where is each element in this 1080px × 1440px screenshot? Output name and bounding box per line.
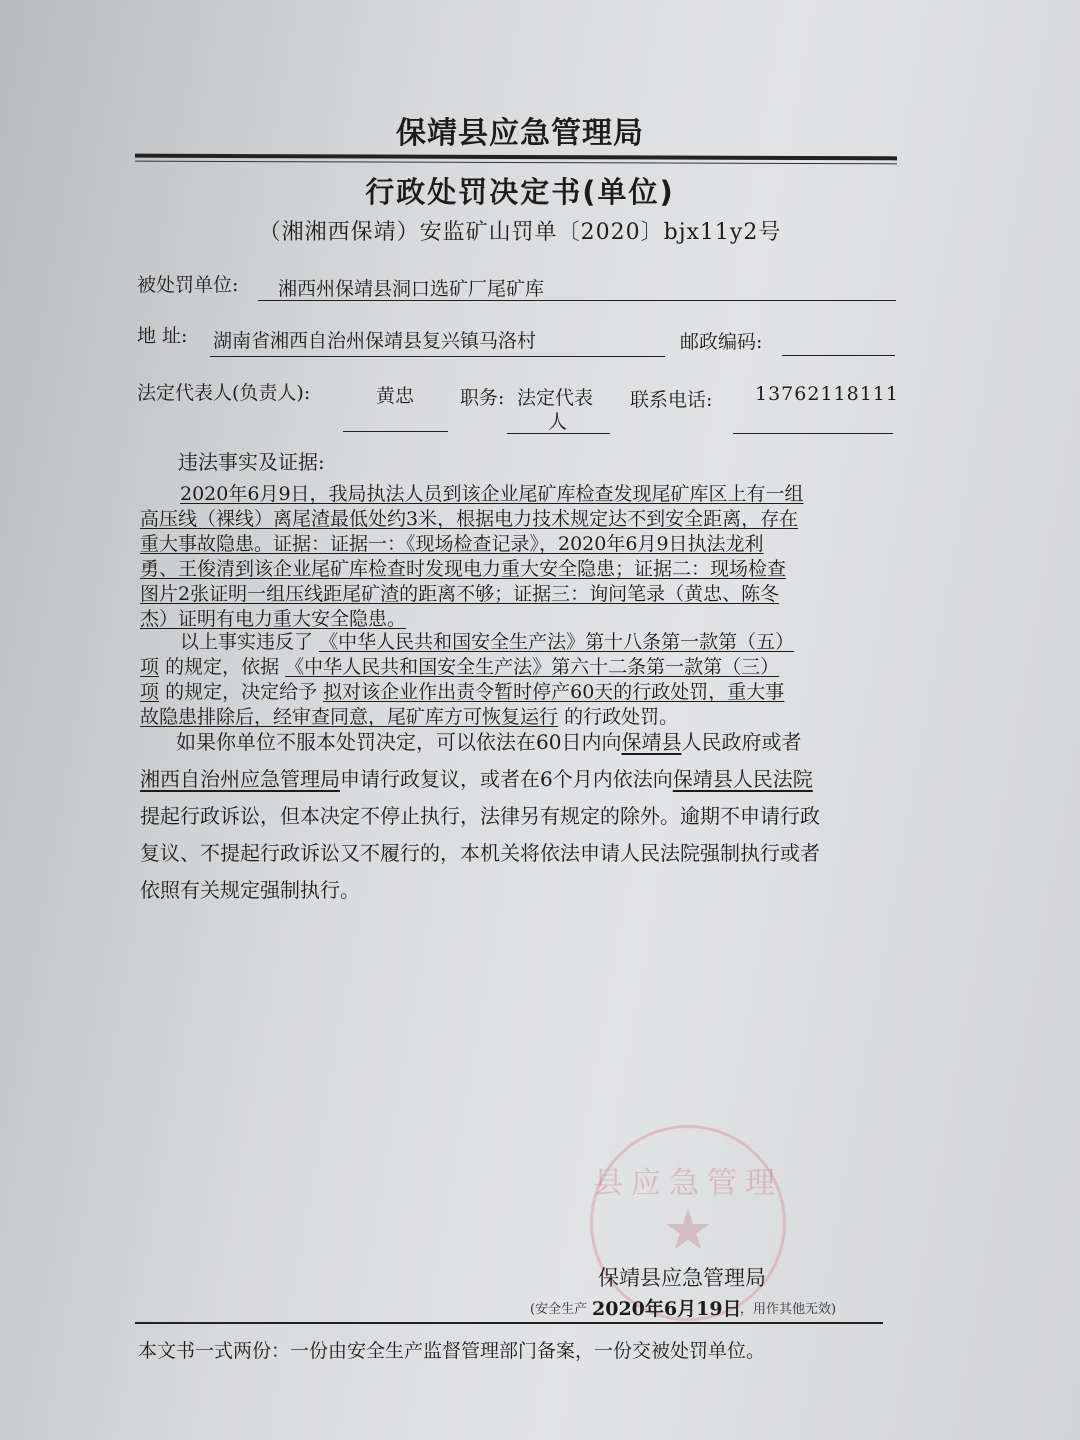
seal-note-left: (安全生产 — [530, 1302, 588, 1317]
document-title: 行政处罚决定书(单位) — [365, 175, 675, 209]
phone-label: 联系电话: — [630, 389, 713, 411]
facts-line: 高压线（裸线）离尾渣最低处约3米，根据电力技术规定达不到安全距离，存在 — [140, 508, 799, 530]
facts-heading: 违法事实及证据: — [178, 450, 325, 474]
address-underline — [210, 356, 665, 357]
signature-date: 2020年6月19日 — [592, 1298, 742, 1320]
remedy-line: 提起行政诉讼，但本决定不停止执行，法律另有规定的除外。逾期不申请行政 — [140, 804, 820, 828]
violated-law: 《中华人民共和国安全生产法》第十八条第一款第（五） — [319, 631, 795, 653]
remedy-line: 湘西自治州应急管理局申请行政复议，或者在6个月内依法向保靖县人民法院 — [140, 767, 813, 791]
position-underline — [507, 433, 610, 434]
header-rule-thick — [135, 154, 897, 161]
header-rule-thin — [135, 161, 897, 165]
seal-note-right: ，用作其他无效) — [740, 1302, 837, 1317]
representative-underline — [343, 431, 448, 432]
remedy-line: 复议、不提起行政诉讼又不履行的，本机关将依法申请人民法院强制执行或者 — [140, 841, 820, 865]
agency-heading: 保靖县应急管理局 — [396, 116, 644, 151]
position-value-line1: 法定代表 — [517, 387, 594, 409]
facts-line: 勇、王俊清到该企业尾矿库检查时发现电力重大安全隐患；证据二：现场检查 — [140, 558, 787, 580]
document-number: （湘湘西保靖）安监矿山罚单〔2020〕bjx11y2号 — [258, 220, 782, 245]
unit-label: 被处罚单位: — [137, 274, 239, 296]
seal-star-icon: ★ — [662, 1198, 714, 1263]
address-value: 湖南省湘西自治州保靖县复兴镇马洛村 — [213, 330, 537, 352]
footer-rule — [135, 1322, 883, 1324]
decision-paragraph — [140, 630, 885, 730]
court-name: 保靖县人民法院 — [672, 767, 813, 791]
footer-note: 本文书一式两份：一份由安全生产监督管理部门备案，一份交被处罚单位。 — [138, 1340, 766, 1362]
review-government: 保靖县 — [621, 730, 682, 754]
facts-line: 图片2张证明一组压线距尾矿渣的距离不够；证据三：询问笔录（黄忠、陈冬 — [140, 583, 780, 605]
phone-value: 13762118111 — [755, 383, 899, 405]
facts-line: 2020年6月9日，我局执法人员到该企业尾矿库检查发现尾矿库区上有一组 — [180, 483, 804, 505]
official-seal: 县应急管理 ★ — [590, 1125, 786, 1321]
remedy-line: 依照有关规定强制执行。 — [140, 878, 360, 902]
address-label: 地 址: — [137, 325, 188, 347]
unit-value: 湘西州保靖县洞口选矿厂尾矿库 — [278, 278, 545, 300]
remedy-line: 如果你单位不服本处罚决定，可以依法在60日内向保靖县人民政府或者 — [176, 730, 802, 754]
decision-line: 故隐患排除后，经审查同意，尾矿库方可恢复运行 的行政处罚。 — [140, 706, 679, 728]
remedy-paragraph — [140, 724, 875, 909]
facts-paragraph — [140, 482, 885, 632]
position-value-line2: 人 — [548, 411, 568, 433]
postcode-label: 邮政编码: — [680, 331, 763, 353]
signature-agency: 保靖县应急管理局 — [598, 1266, 766, 1290]
review-bureau: 湘西自治州应急管理局 — [140, 767, 340, 791]
phone-underline — [733, 433, 893, 434]
position-label: 职务: — [460, 387, 505, 409]
decision-line: 以上事实违反了 《中华人民共和国安全生产法》第十八条第一款第（五） — [180, 631, 795, 653]
representative-label: 法定代表人(负责人): — [137, 382, 311, 404]
penalty-text-cont: 故隐患排除后，经审查同意，尾矿库方可恢复运行 — [140, 706, 559, 728]
unit-underline — [258, 300, 896, 301]
decision-line: 项 的规定，决定给予 拟对该企业作出责令暂时停产60天的行政处罚，重大事 — [140, 681, 785, 703]
facts-line: 杰）证明有电力重大安全隐患。 — [140, 608, 407, 630]
facts-line: 重大事故隐患。证据：证据一：《现场检查记录》，2020年6月9日执法龙利 — [140, 533, 764, 555]
basis-law: 《中华人民共和国安全生产法》第六十二条第一款第（三） — [285, 656, 780, 678]
decision-line: 项 的规定，依据 《中华人民共和国安全生产法》第六十二条第一款第（三） — [140, 656, 780, 678]
representative-value: 黄忠 — [376, 385, 415, 407]
postcode-underline — [782, 355, 895, 356]
penalty-text: 拟对该企业作出责令暂时停产60天的行政处罚，重大事 — [323, 681, 785, 703]
